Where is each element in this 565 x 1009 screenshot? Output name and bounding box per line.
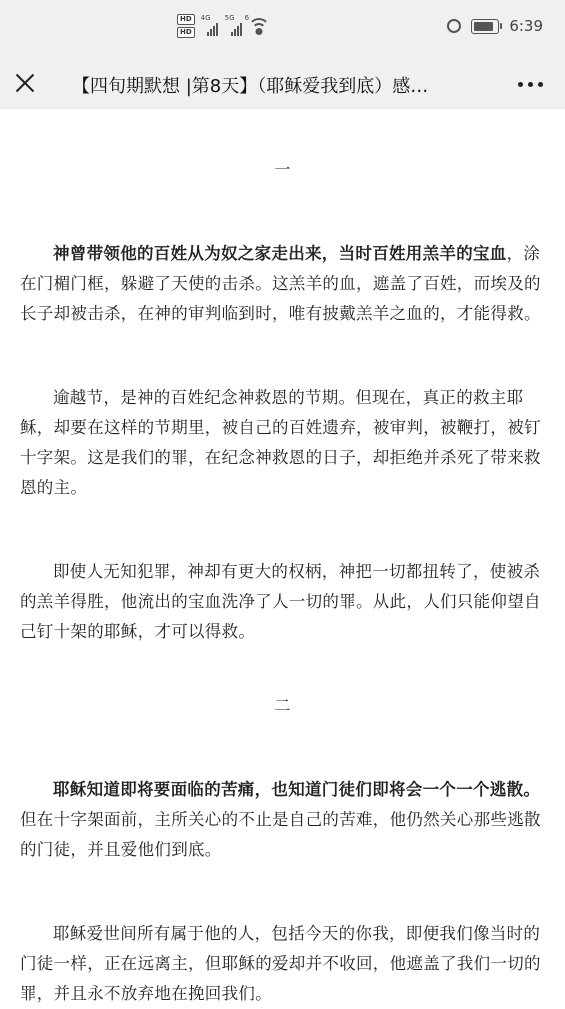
paragraph-text: 逾越节，是神的百姓纪念神救恩的节期。但现在，真正的救主耶稣，却要在这样的节期里，被自己的百姓遗弃，被审判，被鞭打，被钉十字架。这是我们的罪，在纪念神救恩的日子，却拒绝并杀死了带来救恩的主。: [20, 388, 541, 497]
network-label-2: 5G: [224, 14, 235, 22]
more-icon[interactable]: [518, 82, 543, 87]
section-number: 一: [274, 160, 291, 179]
status-left-cluster: [177, 14, 269, 38]
paragraph-text: 即使人无知犯罪，神却有更大的权柄，神把一切都扭转了，使被杀的羔羊得胜，他流出的宝血洗净了人一切的罪。从此，人们只能仰望自己钉十架的耶稣，才可以得救。: [20, 562, 541, 641]
paragraph-emphasis: 耶稣知道即将要面临的苦痛，也知道门徒们即将会一个一个逃散。: [53, 780, 541, 799]
paragraph-text: ，涂在门楣门框，躲避了天使的击杀。这羔羊的血，遮盖了百姓，而埃及的长子却被击杀，在神的审判临到时，唯有披戴羔羊之血的，才能得救。: [20, 244, 541, 323]
hd-indicator: [177, 14, 195, 38]
wifi-label: 6: [244, 14, 250, 22]
signal-icon-1: [201, 16, 219, 36]
paragraph-text: 但在十字架面前，主所关心的不止是自己的苦难，他仍然关心那些逃散的门徒，并且爱他们到底。: [20, 810, 541, 859]
clock: 6:39: [509, 17, 543, 35]
hd-badge-2: HD: [177, 27, 195, 38]
page-title: 【四旬期默想 |第8天】（耶稣爱我到底）感…: [72, 76, 429, 97]
section-number: 二: [274, 696, 291, 715]
article-paragraph: [20, 239, 545, 329]
signal-icon-2: [225, 16, 243, 36]
status-right-cluster: [447, 17, 543, 35]
close-icon[interactable]: [12, 70, 38, 96]
title-bar: [0, 60, 565, 109]
status-bar: [0, 0, 565, 60]
wifi-icon: [244, 14, 269, 34]
network-label-1: 4G: [200, 14, 211, 22]
article-paragraph: [20, 919, 545, 1009]
alarm-icon: [447, 19, 461, 33]
article-paragraph: [20, 383, 545, 503]
article-paragraph: [20, 775, 545, 865]
paragraph-text: 耶稣爱世间所有属于他的人，包括今天的你我，即便我们像当时的门徒一样，正在远离主，但耶稣的爱却并不收回，他遮盖了我们一切的罪，并且永不放弃地在挽回我们。: [20, 924, 541, 1003]
battery-icon: [471, 19, 499, 34]
article-body: [0, 155, 565, 1009]
hd-badge-1: HD: [177, 14, 195, 25]
battery-fill: [474, 22, 493, 31]
paragraph-emphasis: 神曾带领他的百姓从为奴之家走出来，当时百姓用羔羊的宝血: [53, 244, 507, 263]
article-paragraph: [20, 557, 545, 647]
